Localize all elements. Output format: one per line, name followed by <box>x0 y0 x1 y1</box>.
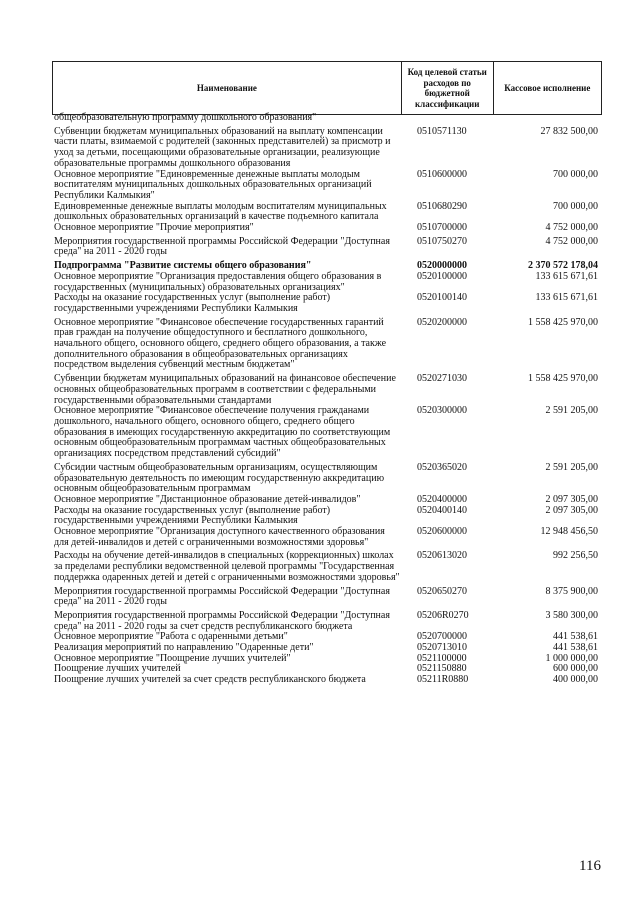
row-name: Мероприятия государственной программы Российской Федерации "Доступная среда" на 2011 - 2020 годы <box>54 585 390 608</box>
row-code: 0520000000 <box>417 260 467 272</box>
row-code: 0510600000 <box>417 168 467 180</box>
row-code: 05211R0880 <box>417 674 469 686</box>
row-sum: 2 591 205,00 <box>545 461 598 473</box>
row-sum: 3 580 300,00 <box>545 609 598 621</box>
table-row <box>52 272 602 293</box>
row-name: Расходы на обучение детей-инвалидов в специальных (коррекционных) школах за пределами республики ведомственной целевой программы "Государственная поддержка одаренных детей и детей с ограниченными возможностями здоровья" <box>54 550 400 583</box>
header-name: Наименование <box>52 62 401 114</box>
table-row <box>52 506 602 527</box>
row-name: Основное мероприятие "Работа с одаренными детьми" <box>54 631 288 643</box>
table-body <box>52 113 602 686</box>
row-code <box>405 113 493 124</box>
row-name: общеобразовательную программу дошкольного образования" <box>54 112 317 123</box>
table-row <box>52 587 602 608</box>
row-sum: 700 000,00 <box>553 200 598 212</box>
row-sum: 133 615 671,61 <box>535 292 598 304</box>
row-name: Основное мероприятие "Финансовое обеспечение государственных гарантий прав граждан на получение общедоступного и бесплатного дошкольного, начального общего, основного общего, среднего общего образования, а также дополнительного образования в общеобразовательных организациях посредством выделения субвенций местным бюджетам" <box>54 316 387 371</box>
row-code: 0510680290 <box>417 200 467 212</box>
row-name: Основное мероприятие "Дистанционное образование детей-инвалидов" <box>54 493 361 505</box>
table-row <box>52 223 602 234</box>
header-code: Код целевой статьи расходов по бюджетной классификации <box>401 62 493 114</box>
row-name: Расходы на оказание государственных услуг (выполнение работ) государственными учреждениями Республики Калмыкия <box>54 504 331 527</box>
row-name: Подпрограмма "Развитие системы общего образования" <box>54 260 312 272</box>
row-code: 0520271030 <box>417 373 467 385</box>
row-code: 0520600000 <box>417 526 467 538</box>
row-sum: 700 000,00 <box>553 168 598 180</box>
row-name: Основное мероприятие "Организация предоставления общего образования в государственных (муниципальных) образовательных организациях" <box>54 270 382 293</box>
row-sum: 441 538,61 <box>553 631 598 643</box>
row-sum: 2 097 305,00 <box>545 504 598 516</box>
row-name: Мероприятия государственной программы Российской Федерации "Доступная среда" на 2011 - 2020 годы за счет средств республиканского бюджета <box>54 609 390 632</box>
row-sum: 600 000,00 <box>553 663 598 675</box>
row-code: 0520100140 <box>417 292 467 304</box>
row-sum: 1 558 425 970,00 <box>528 316 598 328</box>
row-name: Расходы на оказание государственных услуг (выполнение работ) государственными учреждениями Республики Калмыкия <box>54 292 331 314</box>
row-code: 0520300000 <box>417 405 467 417</box>
row-name: Поощрение лучших учителей <box>54 663 181 675</box>
row-name: Основное мероприятие "Единовременные денежные выплаты молодым воспитателям муниципальных дошкольных образовательных организаций Республики Калмыкия" <box>54 168 372 201</box>
row-code: 0520400140 <box>417 504 467 516</box>
row-name: Субсидии частным общеобразовательным организациям, осуществляющим образовательную деятельность по имеющим государственную аккредитацию основным общеобразовательным программам <box>54 461 385 495</box>
row-code: 0520650270 <box>417 585 467 597</box>
table-row <box>52 495 602 506</box>
row-name: Реализация мероприятий по направлению "Одаренные дети" <box>54 642 314 654</box>
table-row <box>52 611 602 632</box>
row-sum: 4 752 000,00 <box>545 235 598 247</box>
row-name: Субвенции бюджетам муниципальных образований на выплату компенсации части платы, взимаемой с родителей (законных представителей) за присмотр и уход за детьми, посещающими образовательные организации, реализующие образовательные программы дошкольного образования <box>54 125 391 169</box>
row-name: Основное мероприятие "Прочие мероприятия" <box>54 222 254 234</box>
row-name: Основное мероприятие "Организация доступного качественного образования для детей-инвалидов и детей с ограниченными возможностями здоровья" <box>54 526 385 548</box>
row-sum: 2 370 572 178,04 <box>528 260 598 272</box>
row-code: 0520365020 <box>417 461 467 473</box>
row-sum: 2 097 305,00 <box>545 493 598 505</box>
table-row <box>52 318 602 372</box>
row-sum: 441 538,61 <box>553 642 598 654</box>
table-row <box>52 202 602 223</box>
row-sum: 8 375 900,00 <box>545 585 598 597</box>
row-sum <box>493 113 602 124</box>
row-sum: 1 000 000,00 <box>545 652 598 664</box>
row-sum: 400 000,00 <box>553 674 598 686</box>
row-code: 0520713010 <box>417 642 467 654</box>
row-code: 0520613020 <box>417 550 467 562</box>
row-sum: 1 558 425 970,00 <box>528 373 598 385</box>
row-name: Мероприятия государственной программы Российской Федерации "Доступная среда" на 2011 - 2020 годы <box>54 235 390 258</box>
row-code: 0520400000 <box>417 493 467 505</box>
row-name: Основное мероприятие "Финансовое обеспечение получения гражданами дошкольного, начального общего, основного общего, среднего общего образования в имеющих государственную аккредитацию по соответствующим основным общеобразовательным программам частных общеобразовательных организациях посредством представлений субсидий" <box>54 405 391 460</box>
table-row <box>52 113 602 124</box>
table-row <box>52 406 602 460</box>
row-code: 0520200000 <box>417 316 467 328</box>
row-code: 05206R0270 <box>417 609 469 621</box>
table-row <box>52 527 602 548</box>
row-sum: 4 752 000,00 <box>545 222 598 234</box>
row-code: 0520100000 <box>417 270 467 282</box>
row-name: Субвенции бюджетам муниципальных образований на финансовое обеспечение основных общеобразовательных программ в соответствии с федеральными государственными образовательными стандартами <box>54 373 396 406</box>
row-code: 0510750270 <box>417 235 467 247</box>
row-code: 0521100000 <box>417 652 467 664</box>
row-code: 0521150880 <box>417 663 467 675</box>
row-code: 0510700000 <box>417 222 467 234</box>
row-sum: 12 948 456,50 <box>540 526 598 538</box>
table-row <box>52 675 602 686</box>
table-row <box>52 293 602 314</box>
row-code: 0510571130 <box>417 125 467 137</box>
table-row <box>52 237 602 258</box>
table-row <box>52 551 602 583</box>
row-name: Поощрение лучших учителей за счет средств республиканского бюджета <box>54 674 366 686</box>
row-name: Единовременные денежные выплаты молодым воспитателям муниципальных дошкольных образовательных организаций в качестве подъемного капитала <box>54 200 387 223</box>
table-row <box>52 127 602 170</box>
page-number: 116 <box>579 858 601 874</box>
row-name: Основное мероприятие "Поощрение лучших учителей" <box>54 652 291 664</box>
row-sum: 992 256,50 <box>553 550 598 562</box>
table-header <box>52 61 602 115</box>
table-row <box>52 463 602 495</box>
row-sum: 27 832 500,00 <box>540 125 598 137</box>
table-row <box>52 170 602 202</box>
row-code: 0520700000 <box>417 631 467 643</box>
table-row <box>52 374 602 406</box>
header-sum: Кассовое исполнение <box>493 62 602 114</box>
row-sum: 2 591 205,00 <box>545 405 598 417</box>
row-sum: 133 615 671,61 <box>535 270 598 282</box>
